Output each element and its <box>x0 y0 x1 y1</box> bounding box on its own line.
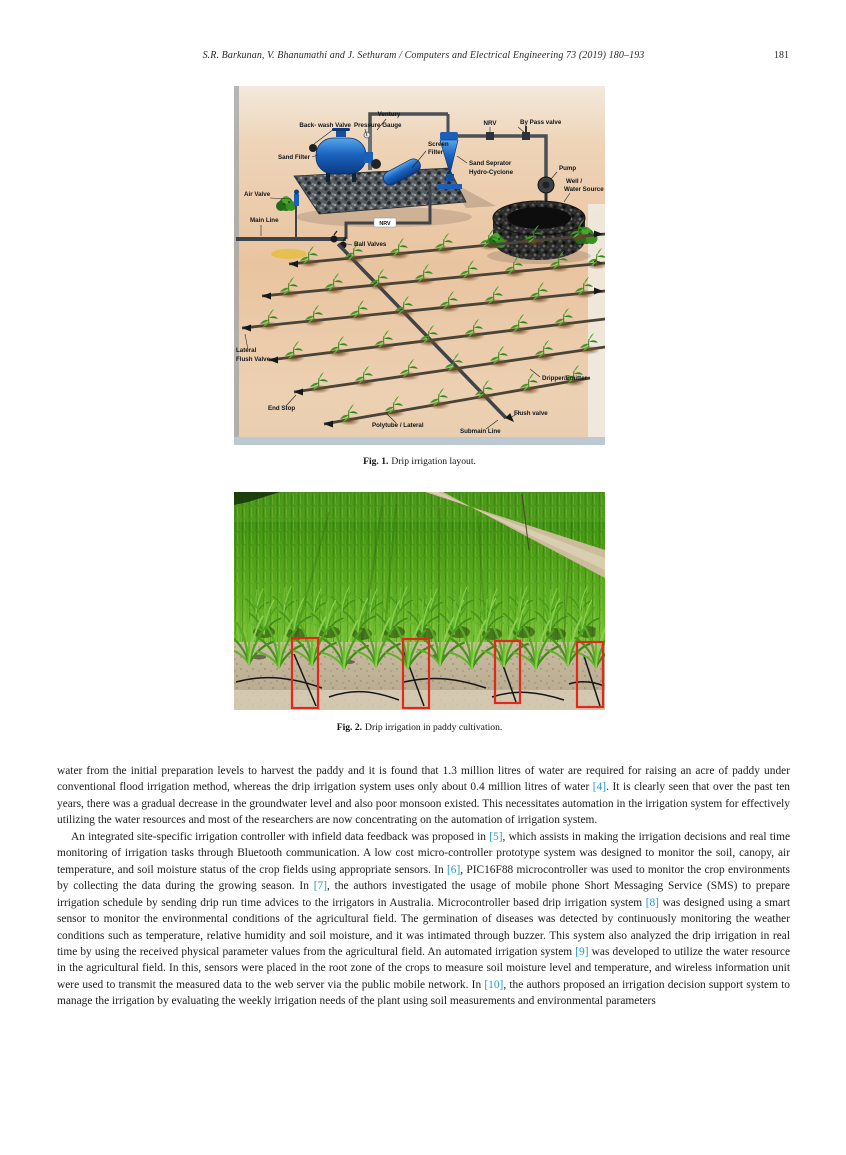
label-ball-valves: Ball Valves <box>354 241 387 248</box>
label-nrv-top: NRV <box>483 120 497 127</box>
body-text-segment: , PIC16F88 microcontroller was used to monitor the crop environments by collecting the data during the growing season. In <box>57 863 790 893</box>
label-screen-filter: Screen <box>428 141 449 148</box>
citation-link[interactable]: [10] <box>484 978 504 991</box>
figure1-caption-text: Drip irrigation layout. <box>391 456 476 467</box>
figure1-background <box>234 86 605 445</box>
label-sand-separator: Hydro-Cyclone <box>469 169 514 176</box>
body-text-segment: . It is clearly seen that over the past ten years, there was a gradual decrease in the groundwater level and also poor monsoon existed. This necessitates automation in the irrigation system for effectively utilizing the water resources and most of the researchers are now concentrating on the automation of irrigation system. <box>57 781 790 827</box>
label-lateral-flush: Lateral <box>236 347 257 354</box>
paragraph <box>57 829 790 1010</box>
page-number: 181 <box>774 50 789 61</box>
body-text-segment: An integrated site-specific irrigation controller with infield data feedback was proposed in <box>71 830 490 843</box>
label-sand-filter: Sand Filter <box>278 154 310 161</box>
paddy-field-photo <box>234 492 605 710</box>
figure1-caption-label: Fig. 1. <box>363 456 389 467</box>
figure2-caption-text: Drip irrigation in paddy cultivation. <box>365 722 503 733</box>
label-submain-line: Submain Line <box>460 428 501 435</box>
label-sand-separator: Sand Seprator <box>469 160 512 167</box>
label-screen-filter: Filter <box>428 149 444 156</box>
citation-link[interactable]: [4] <box>592 781 607 794</box>
citation-link[interactable]: [7] <box>313 880 328 893</box>
label-flush-valve: Flush valve <box>514 410 548 417</box>
body-text-segment: , the authors proposed an irrigation decision support system to manage the irrigation by evaluating the weekly irrigation needs of the plant using soil measurements and environmental parameters <box>57 978 790 1008</box>
label-main-line: Main Line <box>250 217 279 224</box>
figure-2 <box>234 492 605 710</box>
running-head: S.R. Barkunan, V. Bhanumathi and J. Sethuram / Computers and Electrical Engineering 73 (2019) 180–193 <box>202 50 645 61</box>
figure-1 <box>234 86 605 445</box>
label-pump: Pump <box>559 165 577 172</box>
label-dripper-emitter: Dripper/Emitter <box>542 375 588 382</box>
bypass-fitting <box>522 132 530 140</box>
figure2-caption-label: Fig. 2. <box>336 722 363 733</box>
label-back-wash-valve: Back- wash Valve <box>299 122 351 129</box>
body-text-segment: water from the initial preparation levels to harvest the paddy and it is found that 1.3 million litres of water are required for raising an acre of paddy under conventional flood irrigation method, whereas the drip irrigation system uses only about 0.4 million litres of water <box>57 765 790 794</box>
label-well: Well / <box>566 178 583 185</box>
label-polytube: Polytube / Lateral <box>372 422 424 429</box>
sand-patch <box>271 249 307 259</box>
label-air-valve: Air Valve <box>244 191 271 198</box>
label-lateral-flush: Flush Valve <box>236 356 271 363</box>
body-text-block <box>57 763 790 1010</box>
label-pressure-gauge: Pressure Gauge <box>354 122 402 129</box>
label-well: Water Source <box>564 186 604 193</box>
figure1-caption <box>234 456 605 467</box>
body-text-segment: , which assists in making the irrigation decisions and real time monitoring of irrigation tasks through Bluetooth communication. A low cost micro-controller prototype system was designed to monitor the soil, canopy, air temperature, and soil moisture status of the crop fields using appropriate sensors. In <box>57 830 790 876</box>
figure2-caption <box>234 722 605 733</box>
body-text-segment: was developed to utilize the water resource in the agricultural field. In this, sensors were placed in the root zone of the crops to measure soil moisture level and temperature, and wireless information unit were used to transmit the measured data to the web server via the public mobile network. In <box>57 945 790 991</box>
body-text-segment: , the authors investigated the usage of mobile phone Short Messaging Service (SMS) to prepare irrigation schedule by sending drip run time advices to the irrigators in Australia. Microcontroller based drip irrigation system <box>57 880 790 909</box>
citation-link[interactable]: [6] <box>446 863 461 876</box>
citation-link[interactable]: [5] <box>489 830 503 843</box>
paragraph <box>57 763 790 829</box>
nrv-fitting <box>486 132 494 140</box>
body-text-segment: was designed using a smart sensor to monitor the environmental conditions of the agricultural field. The germination of diseases was detected by continuously monitoring the weather conditions such as temperature, relative humidity and soil moisture, and it was intimated through buzzer. This system also analyzed the drip irrigation in real time by using the received physical parameter values from the agricultural field. An automated irrigation system <box>57 896 790 958</box>
label-end-stop: End Stop <box>268 405 296 412</box>
back-wash-valve <box>309 144 317 152</box>
label-bypass-valve: By Pass valve <box>520 119 562 126</box>
citation-link[interactable]: [9] <box>575 945 589 958</box>
label-nrv-mid: NRV <box>379 221 391 227</box>
citation-link[interactable]: [8] <box>645 896 659 909</box>
label-ventury: Ventury <box>377 111 401 118</box>
drip-irrigation-layout-diagram <box>234 86 605 445</box>
